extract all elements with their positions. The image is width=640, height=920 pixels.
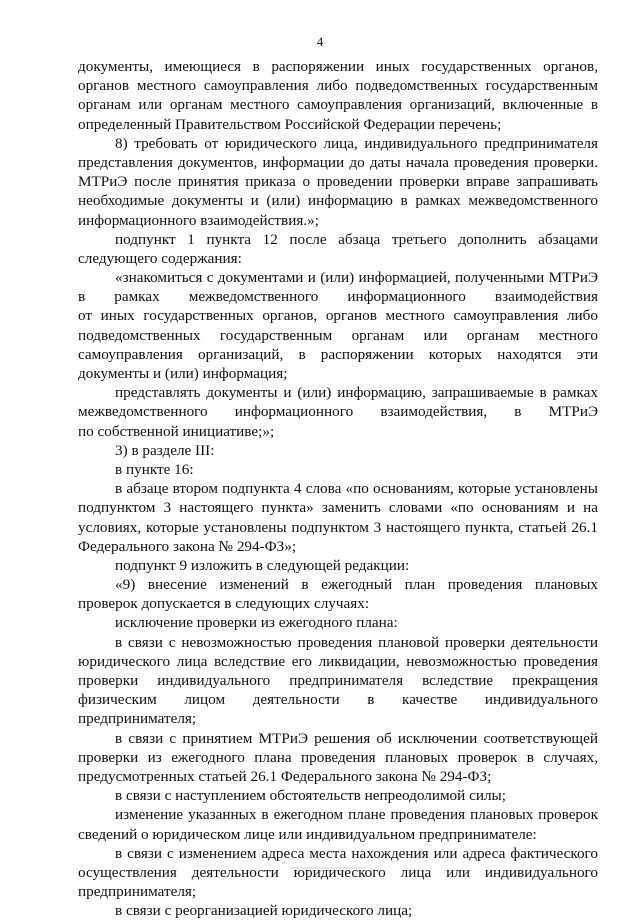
- text-line: в связи с принятием МТРиЭ решения об исключении соответствующей: [115, 729, 598, 747]
- paragraph: [78, 230, 598, 268]
- text-line: 8) требовать от юридического лица, индивидуального предпринимателя: [115, 134, 598, 152]
- text-line: условиях, которые установлены подпунктом 3 настоящего пункта, статьей 26.1: [78, 518, 598, 536]
- text-line: в рамках межведомственного информационного взаимодействия: [78, 288, 598, 306]
- text-line: физическим лицом деятельности в качестве индивидуального: [78, 691, 598, 709]
- paragraph: [78, 786, 598, 805]
- text-line: в связи с реорганизацией юридического лица;: [115, 902, 413, 920]
- paragraph: [78, 901, 598, 920]
- text-line: по собственной инициативе;»;: [78, 422, 275, 440]
- text-line: 3) в разделе III:: [115, 441, 215, 459]
- text-line: необходимые документы и (или) информацию в рамках межведомственного: [78, 192, 598, 210]
- text-line: проверки из ежегодного плана проведения плановых проверок в случаях,: [78, 748, 598, 766]
- paragraph: [78, 460, 598, 479]
- paragraph: [78, 556, 598, 575]
- text-line: предпринимателя;: [78, 883, 197, 901]
- paragraph: [78, 613, 598, 632]
- text-line: органам или органам местного самоуправления организаций, включенные в: [78, 96, 598, 114]
- paragraph: [78, 479, 598, 556]
- text-line: МТРиЭ после принятия приказа о проведении проверки вправе запрашивать: [78, 173, 598, 191]
- stamp-icon: [280, 858, 368, 876]
- text-line: подпункт 9 изложить в следующей редакции:: [115, 556, 410, 574]
- paragraph: [78, 633, 598, 729]
- text-line: подведомственных государственным органам или органам местного: [78, 326, 598, 344]
- text-line: в связи с наступлением обстоятельств непреодолимой силы;: [115, 787, 506, 805]
- text-line: самоуправления организаций, в распоряжении которых находятся эти: [78, 345, 598, 363]
- text-line: определенный Правительством Российской Федерации перечень;: [78, 115, 502, 133]
- text-line: сведений о юридическом лице или индивидуальном предпринимателе:: [78, 825, 537, 843]
- text-line: «знакомиться с документами и (или) информацией, полученными МТРиЭ: [115, 269, 598, 287]
- paragraph: [78, 134, 598, 230]
- text-line: Федерального закона № 294-ФЗ»;: [78, 537, 297, 555]
- text-line: предусмотренных статьей 26.1 Федерального закона № 294-ФЗ;: [78, 767, 492, 785]
- text-line: представления документов, информации до даты начала проведения проверки.: [78, 153, 598, 171]
- page-number: 4: [316, 34, 324, 49]
- text-line: подпункт 1 пункта 12 после абзаца третьего дополнить абзацами: [115, 230, 598, 248]
- text-line: исключение проверки из ежегодного плана:: [115, 614, 398, 632]
- text-line: предпринимателя;: [78, 710, 197, 728]
- text-line: подпунктом 3 настоящего пункта» заменить словами «по основаниям и на: [78, 499, 598, 517]
- paragraph: [78, 383, 598, 441]
- text-line: в пункте 16:: [115, 460, 194, 478]
- text-line: следующего содержания:: [78, 249, 242, 267]
- document-body: [78, 57, 598, 920]
- paragraph: [78, 57, 598, 134]
- text-line: юридического лица вследствие его ликвидации, невозможностью проведения: [78, 652, 598, 670]
- paragraph: [78, 575, 598, 613]
- paragraph: [78, 268, 598, 383]
- text-line: документы, имеющиеся в распоряжении иных государственных органов,: [78, 58, 598, 75]
- text-line: изменение указанных в ежегодном плане проведения плановых проверок: [115, 806, 598, 824]
- text-line: проверок допускается в следующих случаях:: [78, 595, 370, 613]
- text-line: проверки индивидуального предпринимателя вследствие прекращения: [78, 672, 598, 689]
- paragraph: [78, 729, 598, 787]
- text-line: межведомственного информационного взаимодействия, в МТРиЭ: [78, 403, 598, 421]
- text-line: в связи с изменением адреса места нахождения или адреса фактического: [115, 844, 598, 862]
- text-line: в связи с невозможностью проведения плановой проверки деятельности: [115, 633, 598, 651]
- text-line: осуществления деятельности юридического лица или индивидуального: [78, 863, 598, 881]
- paragraph: [78, 805, 598, 843]
- text-line: от иных государственных органов, органов местного самоуправления либо: [78, 307, 598, 325]
- text-line: документы и (или) информация;: [78, 365, 288, 382]
- faint-stamp-mark: [0, 856, 640, 880]
- text-line: органов местного самоуправления либо подведомственных государственным: [78, 77, 598, 95]
- paragraph: [78, 441, 598, 460]
- text-line: представлять документы и (или) информацию, запрашиваемые в рамках: [115, 384, 598, 402]
- text-line: «9) внесение изменений в ежегодный план проведения плановых: [115, 576, 598, 594]
- text-line: в абзаце втором подпункта 4 слова «по основаниям, которые установлены: [115, 480, 598, 498]
- text-line: информационного взаимодействия.»;: [78, 211, 319, 229]
